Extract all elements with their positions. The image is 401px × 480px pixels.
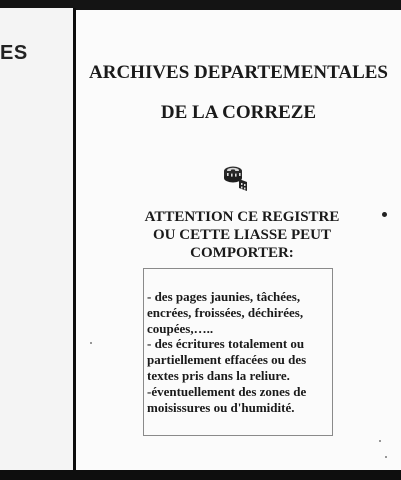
warning-box: [143, 268, 333, 436]
scan-speck: [385, 456, 387, 458]
left-page-text-fragment: ES: [0, 42, 28, 64]
warning-line: - des écritures totalement ou: [147, 336, 305, 352]
left-page: [0, 8, 73, 470]
warning-line: encrées, froissées, déchirées,: [147, 304, 304, 320]
warning-line: - des pages jaunies, tâchées,: [147, 289, 301, 304]
scan-bottom-edge: [0, 470, 401, 480]
scan-dot: [382, 212, 387, 217]
warning-line: -éventuellement des zones de: [147, 383, 307, 399]
scan-speck: [90, 342, 92, 344]
film-reel-icon: [220, 162, 250, 196]
attention-line: OU CETTE LIASSE PEUT: [153, 227, 331, 243]
warning-line: textes pris dans la reliure.: [147, 367, 290, 383]
warning-line: coupées,…..: [147, 320, 214, 336]
department-heading: DE LA CORREZE: [160, 102, 317, 123]
scan-speck: [379, 440, 381, 442]
attention-notice: [128, 208, 356, 262]
attention-line: COMPORTER:: [190, 245, 294, 261]
warning-line: partiellement effacées ou des: [147, 352, 307, 368]
archives-heading: ARCHIVES DEPARTEMENTALES: [89, 62, 388, 83]
attention-line: ATTENTION CE REGISTRE: [144, 209, 340, 225]
warning-line: moisissures ou d'humidité.: [147, 399, 295, 415]
right-page: [76, 10, 401, 470]
